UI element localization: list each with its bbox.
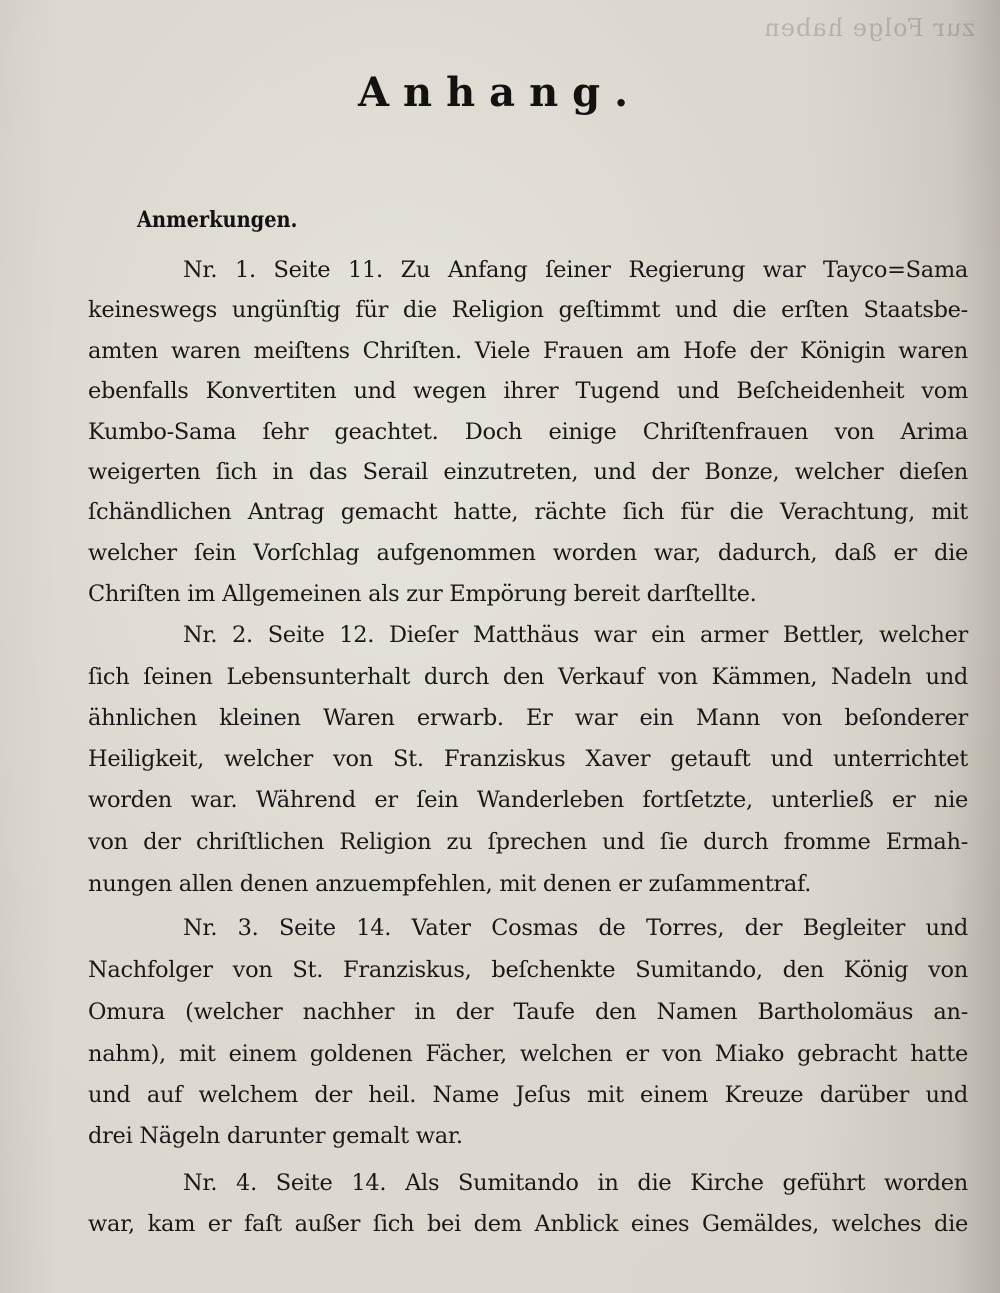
text-line: worden war. Während er ſein Wanderleben fortſetzte, unterließ er nie	[88, 787, 968, 813]
text-line: war, kam er faſt außer ſich bei dem Anblick eines Gemäldes, welches die	[88, 1211, 968, 1237]
section-heading: Anmerkungen.	[137, 207, 298, 233]
text-line: ſchändlichen Antrag gemacht hatte, rächte ſich für die Verachtung, mit	[88, 499, 968, 525]
text-line: amten waren meiſtens Chriſten. Viele Frauen am Hofe der Königin waren	[88, 338, 968, 364]
text-line: ebenfalls Konvertiten und wegen ihrer Tugend und Beſcheidenheit vom	[88, 378, 968, 404]
text-line: und auf welchem der heil. Name Jeſus mit einem Kreuze darüber und	[88, 1082, 968, 1108]
text-line: Nachfolger von St. Franziskus, beſchenkte Sumitando, den König von	[88, 957, 968, 983]
text-line: Nr. 4. Seite 14. Als Sumitando in die Kirche geführt worden	[183, 1170, 968, 1196]
text-line: Nr. 3. Seite 14. Vater Cosmas de Torres, der Begleiter und	[183, 915, 968, 941]
text-line: Nr. 1. Seite 11. Zu Anfang ſeiner Regierung war Tayco=Sama	[183, 257, 968, 283]
text-line: Chriſten im Allgemeinen als zur Empörung bereit darſtellte.	[88, 581, 757, 607]
page-title: Anhang.	[357, 68, 643, 116]
text-line: Omura (welcher nachher in der Taufe den Namen Bartholomäus an-	[88, 999, 968, 1025]
text-line: von der chriſtlichen Religion zu ſprechen und ſie durch fromme Ermah-	[88, 829, 968, 855]
text-line: nungen allen denen anzuempfehlen, mit denen er zuſammentraf.	[88, 871, 812, 897]
text-line: drei Nägeln darunter gemalt war.	[88, 1123, 463, 1149]
text-line: Nr. 2. Seite 12. Dieſer Matthäus war ein armer Bettler, welcher	[183, 622, 968, 648]
text-line: ähnlichen kleinen Waren erwarb. Er war ein Mann von beſonderer	[88, 705, 968, 731]
text-line: welcher ſein Vorſchlag aufgenommen worden war, dadurch, daß er die	[88, 540, 968, 566]
text-line: nahm), mit einem goldenen Fächer, welchen er von Miako gebracht hatte	[88, 1041, 968, 1067]
bleed-through-text: zur Folge haben	[763, 14, 975, 42]
text-line: ſich ſeinen Lebensunterhalt durch den Verkauf von Kämmen, Nadeln und	[88, 664, 968, 690]
text-line: Heiligkeit, welcher von St. Franziskus Xaver getauft und unterrichtet	[88, 746, 968, 772]
text-line: weigerten ſich in das Serail einzutreten, und der Bonze, welcher dieſen	[88, 459, 968, 485]
text-line: keineswegs ungünſtig für die Religion geſtimmt und die erſten Staatsbe-	[88, 297, 968, 323]
text-line: Kumbo-Sama ſehr geachtet. Doch einige Chriſtenfrauen von Arima	[88, 419, 968, 445]
